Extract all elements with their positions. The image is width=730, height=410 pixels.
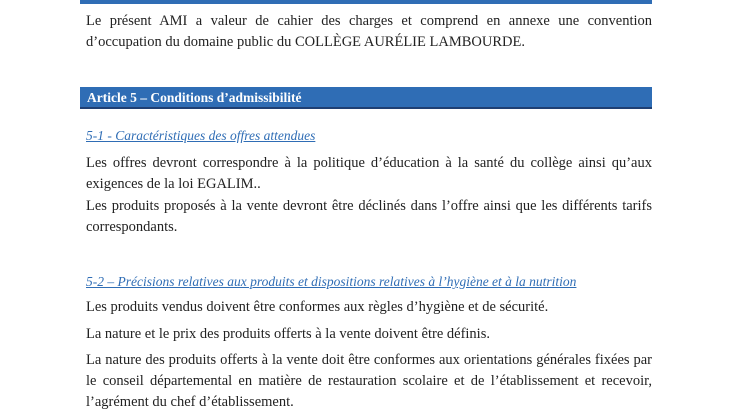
section-heading-5-2: 5-2 – Précisions relatives aux produits et dispositions relatives à l’hygiène et à la nutrition [86,274,577,289]
section-5-1-paragraph: Les produits proposés à la vente devront être déclinés dans l’offre ainsi que les différents tarifs correspondants. [86,198,652,235]
section-5-1-paragraph: Les offres devront correspondre à la politique d’éducation à la santé du collège ainsi qu’aux exigences de la loi EGALIM.. [86,155,652,192]
intro-paragraph: Le présent AMI a valeur de cahier des charges et comprend en annexe une convention d’occupation du domaine public du COLLÈGE AURÉLIE LAMBOURDE. [86,13,652,50]
top-divider-bar [80,0,652,4]
section-5-2-paragraph: La nature et le prix des produits offerts à la vente doivent être définis. [86,326,490,342]
section-5-2-paragraph: La nature des produits offerts à la vente doit être conformes aux orientations générales fixées par le conseil départemental en matière de restauration scolaire et de l’établissement et recevoir, l’agrément du chef d’établissement. [86,352,652,410]
article-header [80,87,652,109]
article-title: Article 5 – Conditions d’admissibilité [87,90,302,105]
section-5-2-paragraph: Les produits vendus doivent être conformes aux règles d’hygiène et de sécurité. [86,299,549,315]
section-heading-5-1: 5-1 - Caractéristiques des offres attendues [86,128,316,143]
